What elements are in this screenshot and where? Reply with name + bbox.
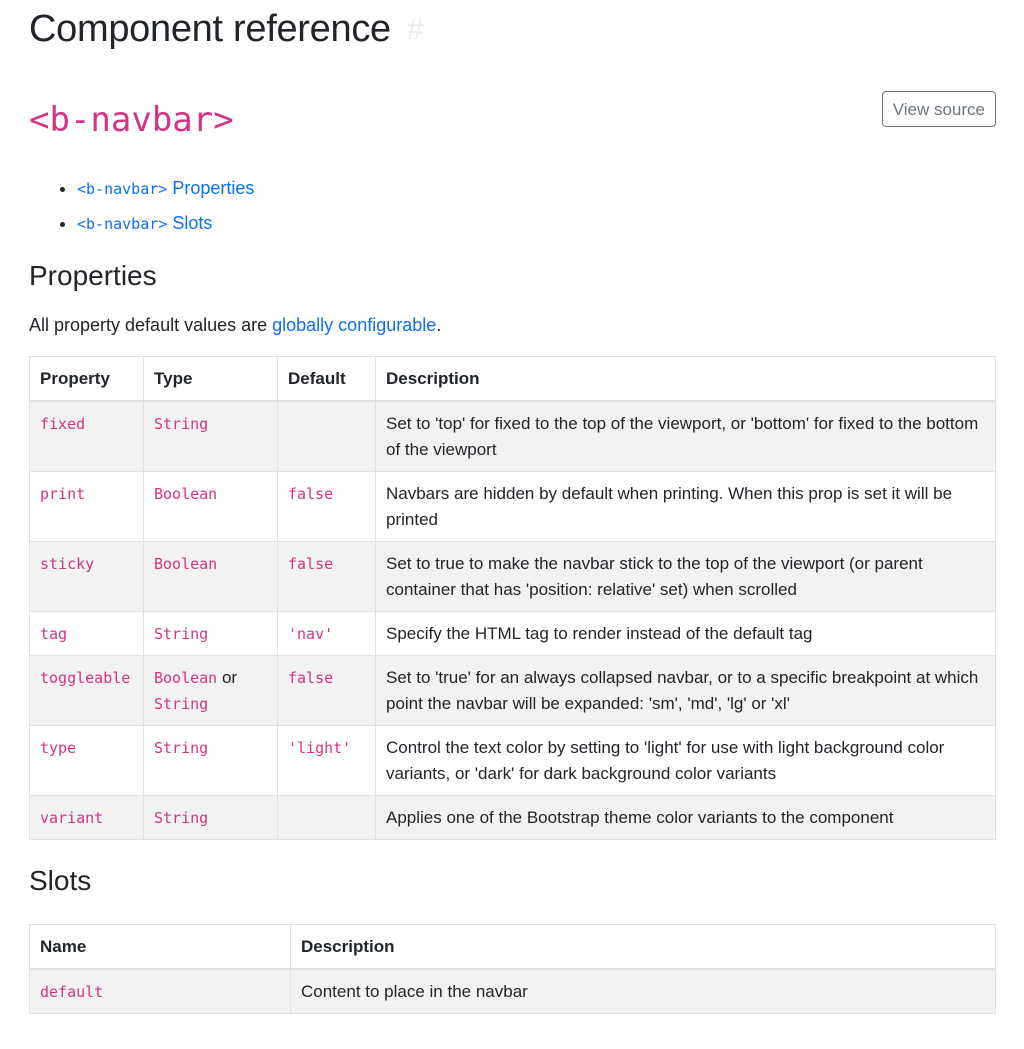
view-source-button[interactable]: View source [882, 91, 996, 127]
property-type: String [144, 401, 278, 472]
table-row [30, 969, 996, 1014]
slots-table-body [30, 969, 996, 1014]
column-header-description: Description [376, 357, 996, 402]
column-header-default: Default [278, 357, 376, 402]
column-header-property: Property [30, 357, 144, 402]
table-of-contents [29, 171, 996, 241]
property-default: 'light' [278, 726, 376, 796]
table-row [30, 612, 996, 656]
slots-table [29, 924, 996, 1014]
property-default [278, 796, 376, 840]
property-type: Boolean or String [144, 656, 278, 726]
property-default: false [278, 472, 376, 542]
table-header-row [30, 357, 996, 402]
property-name: sticky [30, 542, 144, 612]
table-row [30, 472, 996, 542]
toc-item-slots [77, 206, 996, 241]
properties-table [29, 356, 996, 840]
property-default: false [278, 656, 376, 726]
toc-item-properties [77, 171, 996, 206]
anchor-link-icon[interactable]: # [406, 13, 424, 46]
property-name: toggleable [30, 656, 144, 726]
column-header-description: Description [291, 925, 996, 970]
table-row [30, 796, 996, 840]
property-type: String [144, 612, 278, 656]
slot-name: default [30, 969, 291, 1014]
property-name: tag [30, 612, 144, 656]
property-description: Control the text color by setting to 'light' for use with light background color variants, or 'dark' for dark background color variants [376, 726, 996, 796]
property-type: String [144, 726, 278, 796]
property-type: Boolean [144, 542, 278, 612]
globally-configurable-link[interactable]: globally configurable [272, 315, 437, 335]
property-type: String [144, 796, 278, 840]
toc-link-slots[interactable]: <b-navbar> Slots [77, 213, 213, 233]
property-type: Boolean [144, 472, 278, 542]
table-row [30, 656, 996, 726]
component-name: <b-navbar> [29, 100, 234, 140]
property-default: false [278, 542, 376, 612]
property-description: Set to true to make the navbar stick to the top of the viewport (or parent container that has 'position: relative' set) when scrolled [376, 542, 996, 612]
table-row [30, 542, 996, 612]
properties-table-body [30, 401, 996, 840]
component-header [29, 91, 996, 171]
column-header-type: Type [144, 357, 278, 402]
page-title [29, 0, 996, 58]
slots-heading: Slots [29, 865, 92, 896]
page-title-text: Component reference [29, 8, 391, 50]
property-name: type [30, 726, 144, 796]
column-header-name: Name [30, 925, 291, 970]
property-description: Applies one of the Bootstrap theme color variants to the component [376, 796, 996, 840]
property-description: Specify the HTML tag to render instead of the default tag [376, 612, 996, 656]
properties-intro: All property default values are globally configurable. [29, 315, 442, 335]
property-description: Set to 'top' for fixed to the top of the viewport, or 'bottom' for fixed to the bottom of the viewport [376, 401, 996, 472]
property-description: Navbars are hidden by default when printing. When this prop is set it will be printed [376, 472, 996, 542]
table-row [30, 401, 996, 472]
table-row [30, 726, 996, 796]
property-default: 'nav' [278, 612, 376, 656]
property-name: print [30, 472, 144, 542]
properties-heading: Properties [29, 260, 157, 291]
toc-link-properties[interactable]: <b-navbar> Properties [77, 178, 255, 198]
property-name: variant [30, 796, 144, 840]
property-description: Set to 'true' for an always collapsed navbar, or to a specific breakpoint at which point the navbar will be expanded: 'sm', 'md', 'lg' or 'xl' [376, 656, 996, 726]
slot-description: Content to place in the navbar [291, 969, 996, 1014]
property-default [278, 401, 376, 472]
property-name: fixed [30, 401, 144, 472]
table-header-row [30, 925, 996, 970]
